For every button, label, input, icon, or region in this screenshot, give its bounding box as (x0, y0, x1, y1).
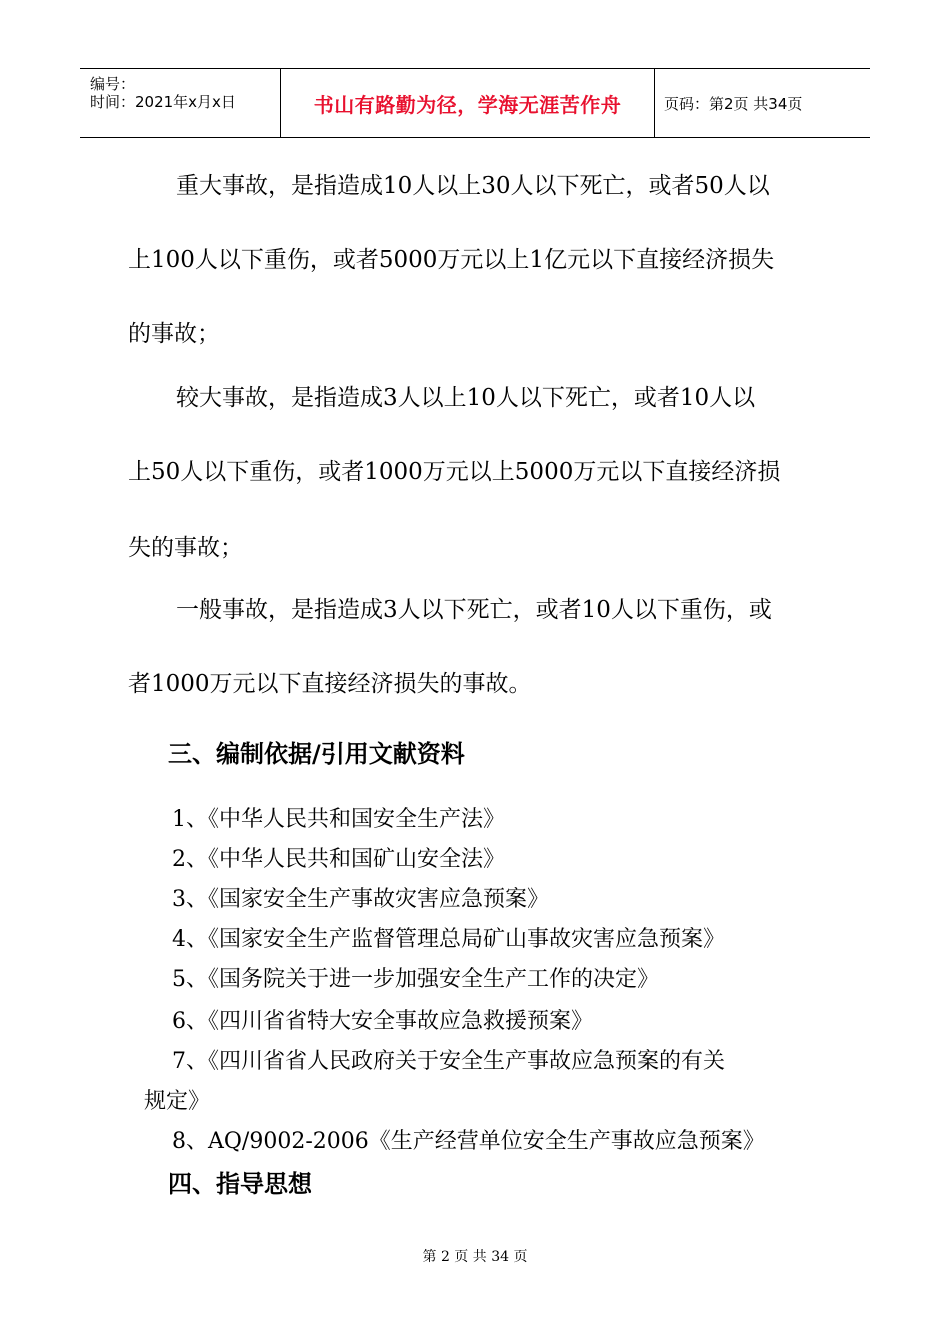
header-page-info: 页码：第2页 共34页 (664, 94, 803, 113)
paragraph-line: 上50人以下重伤，或者1000万元以上5000万元以下直接经济损 (128, 459, 781, 485)
section-heading-references: 三、编制依据/引用文献资料 (168, 740, 465, 768)
header-motto-cell (280, 69, 655, 137)
reference-item: 8、AQ/9002-2006《生产经营单位安全生产事故应急预案》 (172, 1129, 765, 1154)
reference-item: 2、《中华人民共和国矿山安全法》 (172, 847, 505, 872)
page-header (80, 68, 870, 138)
paragraph-line: 者1000万元以下直接经济损失的事故。 (128, 671, 532, 697)
reference-item-continuation: 规定》 (144, 1089, 211, 1114)
reference-item: 4、《国家安全生产监督管理总局矿山事故灾害应急预案》 (172, 927, 725, 952)
paragraph-line: 较大事故，是指造成3人以上10人以下死亡，或者10人以 (176, 385, 756, 411)
page-footer: 第 2 页 共 34 页 (422, 1249, 528, 1265)
header-meta (80, 69, 280, 137)
paragraph-line: 上100人以下重伤，或者5000万元以上1亿元以下直接经济损失 (128, 247, 775, 273)
document-date-label: 时间：2021年x月x日 (90, 93, 236, 111)
reference-item: 3、《国家安全生产事故灾害应急预案》 (172, 887, 549, 912)
section-heading-guiding-ideology: 四、指导思想 (168, 1170, 312, 1198)
header-page-info-cell (654, 69, 870, 137)
paragraph-line: 一般事故，是指造成3人以下死亡，或者10人以下重伤，或 (176, 597, 772, 623)
document-number-label: 编号： (90, 75, 136, 93)
paragraph-line: 失的事故； (128, 535, 243, 561)
paragraph-line: 的事故； (128, 321, 220, 347)
reference-item: 7、《四川省省人民政府关于安全生产事故应急预案的有关 (172, 1049, 725, 1074)
reference-item: 1、《中华人民共和国安全生产法》 (172, 807, 505, 832)
paragraph-line: 重大事故，是指造成10人以上30人以下死亡，或者50人以 (176, 173, 770, 199)
reference-item: 6、《四川省省特大安全事故应急救援预案》 (172, 1009, 593, 1034)
header-motto: 书山有路勤为径，学海无涯苦作舟 (313, 92, 622, 117)
reference-item: 5、《国务院关于进一步加强安全生产工作的决定》 (172, 967, 659, 992)
